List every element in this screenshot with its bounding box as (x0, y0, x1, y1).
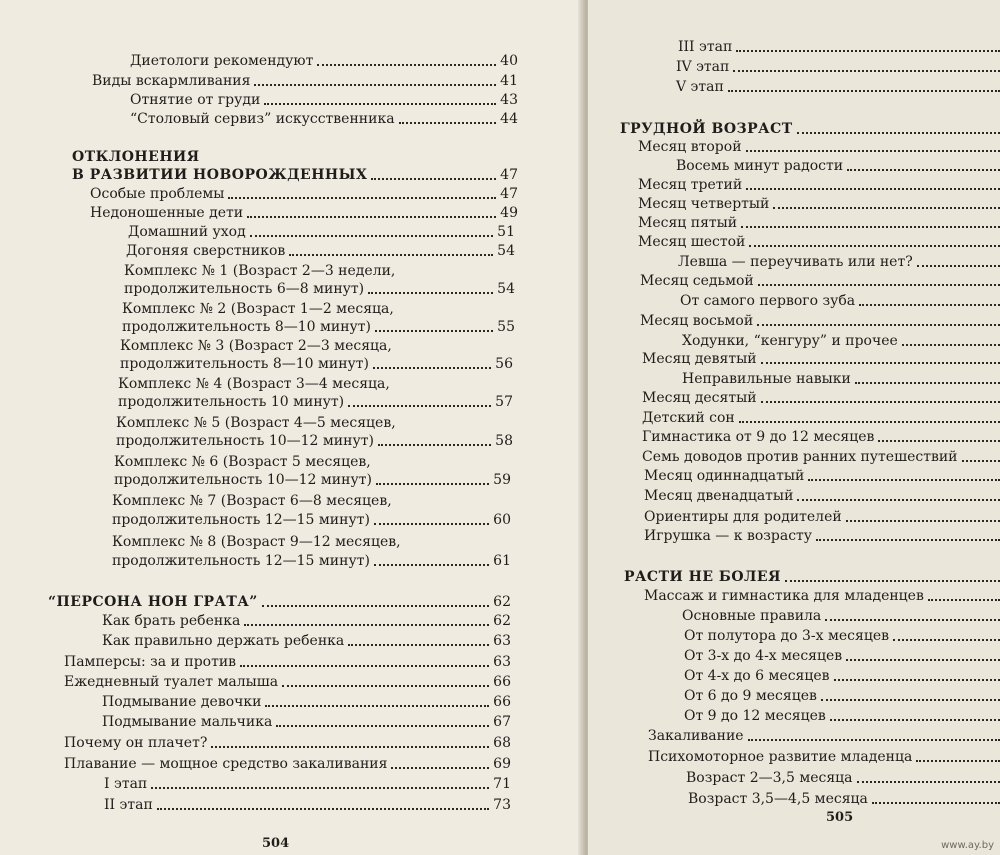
toc-entry: Гимнастика от 9 до 12 месяцев (642, 428, 1000, 446)
toc-entry: Недоношенные дети 49 (90, 205, 518, 221)
toc-entry: продолжительность 8—10 минут) 55 (122, 319, 515, 335)
toc-entry: Ходунки, “кенгуру” и прочее (682, 332, 1000, 350)
toc-entry: продолжительность 10—12 минут) 58 (116, 433, 513, 449)
toc-entry: Месяц третий (638, 176, 1000, 194)
toc-entry: продолжительность 12—15 минут) 61 (112, 553, 511, 569)
toc-entry: Подмывание девочки 66 (102, 694, 511, 710)
toc-entry-line1: Комплекс № 2 (Возраст 1—2 месяца, (122, 301, 394, 317)
toc-section-entry: В РАЗВИТИИ НОВОРОЖДЕННЫХ 47 (72, 167, 518, 183)
toc-entry: III этап (678, 38, 1000, 56)
toc-entry: Как правильно держать ребенка 63 (102, 633, 511, 649)
toc-entry: Месяц второй (638, 138, 1000, 156)
toc-entry: Неправильные навыки (682, 370, 1000, 388)
toc-section-entry: РАСТИ НЕ БОЛЕЯ (624, 568, 1000, 586)
toc-entry: Почему он плачет? 68 (64, 735, 511, 751)
toc-entry: Детский сон (642, 409, 1000, 427)
toc-entry: продолжительность 8—10 минут) 56 (120, 356, 513, 372)
toc-entry: Семь доводов против ранних путешествий (642, 448, 1000, 466)
toc-entry: От самого первого зуба (680, 292, 1000, 310)
page-number: 505 (826, 810, 854, 825)
toc-entry: От 4-х до 6 месяцев (684, 667, 1000, 685)
toc-entry: IV этап (676, 58, 1000, 76)
toc-entry: Особые проблемы 47 (90, 186, 518, 202)
toc-entry: Месяц двенадцатый (644, 487, 1000, 505)
toc-entry-line1: Комплекс № 8 (Возраст 9—12 месяцев, (112, 534, 401, 550)
toc-entry: Плавание — мощное средство закаливания 69 (64, 756, 511, 772)
toc-entry: продолжительность 10 минут) 57 (118, 394, 513, 410)
toc-entry-line1: Комплекс № 4 (Возраст 3—4 месяца, (118, 376, 390, 392)
toc-entry: продолжительность 10—12 минут) 59 (114, 472, 511, 488)
toc-entry: Памперсы: за и против 63 (64, 654, 511, 670)
toc-entry: Восемь минут радости (676, 157, 1000, 175)
toc-entry: Массаж и гимнастика для младенцев (644, 587, 1000, 605)
toc-entry: Ориентиры для родителей (644, 508, 1000, 526)
toc-entry: Догоняя сверстников 54 (126, 243, 515, 259)
toc-entry: Месяц девятый (642, 350, 1000, 368)
toc-entry: От 9 до 12 месяцев (684, 707, 1000, 725)
toc-entry: продолжительность 12—15 минут) 60 (112, 512, 511, 528)
toc-entry: Закаливание (648, 727, 1000, 745)
section-heading: ОТКЛОНЕНИЯ (72, 149, 200, 165)
toc-entry: Месяц пятый (638, 214, 1000, 232)
toc-entry: Месяц десятый (642, 389, 1000, 407)
toc-entry: Возраст 2—3,5 месяца (686, 769, 1000, 787)
toc-entry: продолжительность 6—8 минут) 54 (124, 281, 515, 297)
toc-entry: Как брать ребенка 62 (102, 613, 511, 629)
toc-entry: Виды вскармливания 41 (92, 73, 518, 89)
right-page (588, 0, 1000, 855)
toc-entry: Основные правила (682, 607, 1000, 625)
toc-entry: II этап 73 (104, 797, 511, 813)
toc-entry: V этап (676, 78, 1000, 96)
toc-entry-line1: Комплекс № 3 (Возраст 2—3 месяца, (120, 338, 392, 354)
toc-entry: Психомоторное развитие младенца (648, 748, 1000, 766)
toc-entry: Месяц одиннадцатый (644, 467, 1000, 485)
toc-entry: От 3-х до 4-х месяцев (684, 647, 1000, 665)
toc-entry: Месяц седьмой (640, 272, 1000, 290)
toc-entry: Диетологи рекомендуют 40 (130, 53, 518, 69)
toc-entry: Месяц четвертый (638, 195, 1000, 213)
toc-entry: Месяц восьмой (640, 312, 1000, 330)
toc-entry-line1: Комплекс № 7 (Возраст 6—8 месяцев, (112, 493, 392, 509)
toc-entry: Игрушка — к возрасту (644, 527, 1000, 545)
toc-section-entry: ГРУДНОЙ ВОЗРАСТ (620, 120, 1000, 138)
page-number: 504 (262, 836, 290, 851)
toc-section-entry: “ПЕРСОНА НОН ГРАТА” 62 (48, 594, 511, 610)
toc-entry: I этап 71 (104, 776, 511, 792)
toc-entry: Левша — переучивать или нет? (678, 253, 1000, 271)
toc-entry: “Столовый сервиз” искусственника 44 (130, 111, 518, 127)
toc-entry: Месяц шестой (638, 233, 1000, 251)
toc-entry-line1: Комплекс № 5 (Возраст 4—5 месяцев, (116, 415, 396, 431)
toc-entry-line1: Комплекс № 6 (Возраст 5 месяцев, (114, 454, 371, 470)
toc-entry-line1: Комплекс № 1 (Возраст 2—3 недели, (124, 263, 396, 279)
toc-entry: Домашний уход 51 (128, 224, 515, 240)
toc-entry: Отнятие от груди 43 (130, 92, 518, 108)
watermark: www.ay.by (941, 840, 994, 851)
toc-entry: Возраст 3,5—4,5 месяца (688, 790, 1000, 808)
toc-entry: Ежедневный туалет малыша 66 (64, 674, 511, 690)
toc-entry: От 6 до 9 месяцев (684, 687, 1000, 705)
toc-entry: От полутора до 3-х месяцев (684, 627, 1000, 645)
toc-entry: Подмывание мальчика 67 (102, 714, 511, 730)
